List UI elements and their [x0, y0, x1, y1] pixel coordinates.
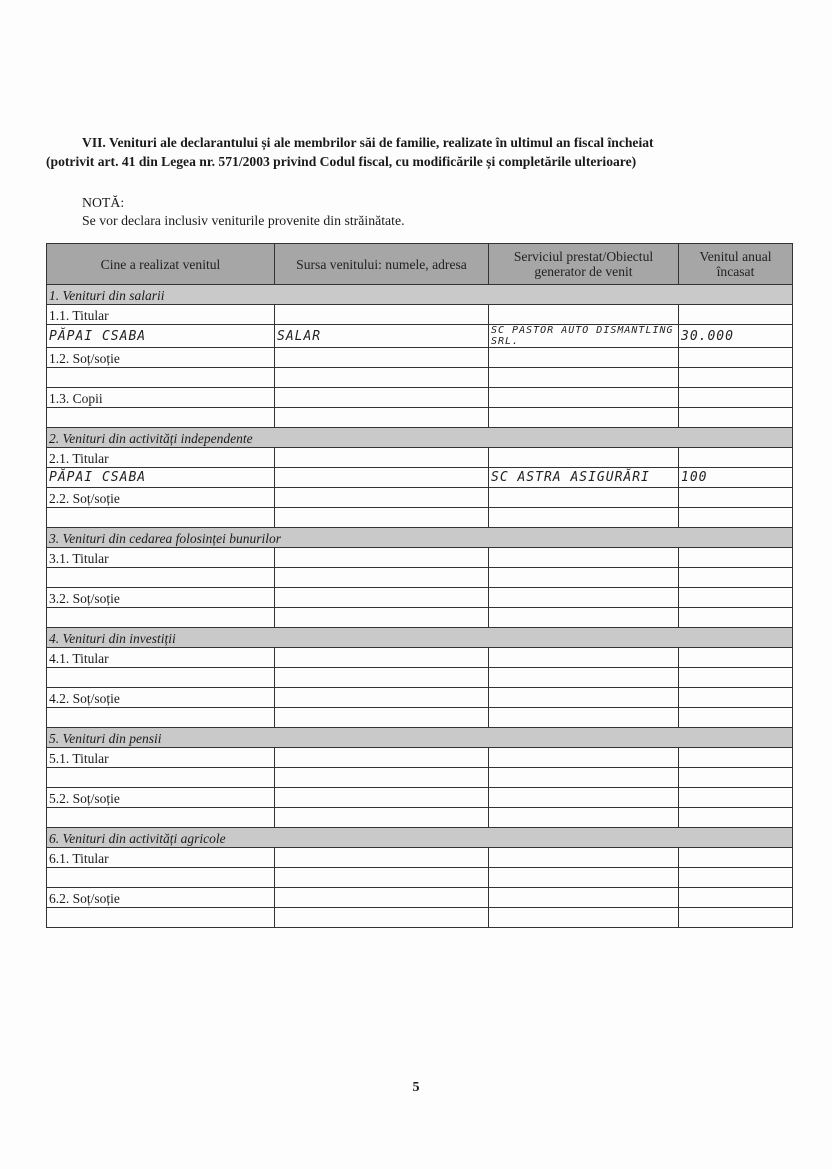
table-row	[47, 748, 793, 768]
table-row	[47, 668, 793, 688]
row-label: 1.3. Copii	[47, 388, 275, 408]
table-row	[47, 488, 793, 508]
section-heading	[46, 133, 798, 171]
table-row	[47, 708, 793, 728]
header-venit: Venitul anual încasat	[679, 244, 793, 285]
table-row	[47, 908, 793, 928]
table-row	[47, 548, 793, 568]
table-row	[47, 648, 793, 668]
entry-sursa: SALAR	[275, 325, 489, 348]
table-row	[47, 305, 793, 325]
entry-venit: 100	[679, 468, 793, 488]
section-row	[47, 828, 793, 848]
table-row	[47, 868, 793, 888]
header-sursa: Sursa venitului: numele, adresa	[275, 244, 489, 285]
row-label: 3.2. Soț/soție	[47, 588, 275, 608]
header-row	[47, 244, 793, 285]
table-row	[47, 448, 793, 468]
row-label: 3.1. Titular	[47, 548, 275, 568]
table-row	[47, 608, 793, 628]
entry-row	[47, 325, 793, 348]
row-label: 6.2. Soț/soție	[47, 888, 275, 908]
row-label: 5.2. Soț/soție	[47, 788, 275, 808]
section-title: 1. Venituri din salarii	[47, 285, 793, 305]
row-label: 4.1. Titular	[47, 648, 275, 668]
note-label: NOTĂ:	[82, 195, 125, 210]
entry-sursa	[275, 468, 489, 488]
section-title: 2. Venituri din activități independente	[47, 428, 793, 448]
section-title: 3. Venituri din cedarea folosinței bunurilor	[47, 528, 793, 548]
entry-serviciu: SC ASTRA ASIGURĂRI	[489, 468, 679, 488]
entry-serviciu: SC PASTOR AUTO DISMANTLING SRL.	[489, 325, 679, 348]
row-label: 2.1. Titular	[47, 448, 275, 468]
entry-row	[47, 468, 793, 488]
table-row	[47, 588, 793, 608]
table-row	[47, 848, 793, 868]
row-label: 1.1. Titular	[47, 305, 275, 325]
header-serviciu: Serviciul prestat/Obiectul generator de venit	[489, 244, 679, 285]
section-row	[47, 628, 793, 648]
table-row	[47, 888, 793, 908]
table-row	[47, 788, 793, 808]
table-row	[47, 348, 793, 368]
row-label: 6.1. Titular	[47, 848, 275, 868]
section-title: 6. Venituri din activități agricole	[47, 828, 793, 848]
heading-line-2: (potrivit art. 41 din Legea nr. 571/2003 privind Codul fiscal, cu modificările și completările ulterioare)	[46, 154, 637, 169]
section-row	[47, 285, 793, 305]
header-cine: Cine a realizat venitul	[47, 244, 275, 285]
row-label: 5.1. Titular	[47, 748, 275, 768]
entry-cine: PĂPAI CSABA	[47, 325, 275, 348]
row-label: 4.2. Soț/soție	[47, 688, 275, 708]
section-row	[47, 428, 793, 448]
table-row	[47, 408, 793, 428]
entry-venit: 30.000	[679, 325, 793, 348]
table-row	[47, 368, 793, 388]
income-table	[46, 243, 793, 928]
table-row	[47, 768, 793, 788]
note-block	[82, 194, 405, 230]
note-text: Se vor declara inclusiv veniturile provenite din străinătate.	[82, 213, 405, 228]
table-row	[47, 808, 793, 828]
row-label: 2.2. Soț/soție	[47, 488, 275, 508]
page-number: 5	[412, 1080, 420, 1095]
entry-cine: PĂPAI CSABA	[47, 468, 275, 488]
heading-line-1: VII. Venituri ale declarantului și ale membrilor săi de familie, realizate în ultimul an fiscal încheiat	[82, 135, 654, 150]
table-row	[47, 388, 793, 408]
row-label: 1.2. Soț/soție	[47, 348, 275, 368]
table-row	[47, 508, 793, 528]
table-row	[47, 688, 793, 708]
section-row	[47, 728, 793, 748]
table-row	[47, 568, 793, 588]
section-title: 4. Venituri din investiții	[47, 628, 793, 648]
section-title: 5. Venituri din pensii	[47, 728, 793, 748]
section-row	[47, 528, 793, 548]
